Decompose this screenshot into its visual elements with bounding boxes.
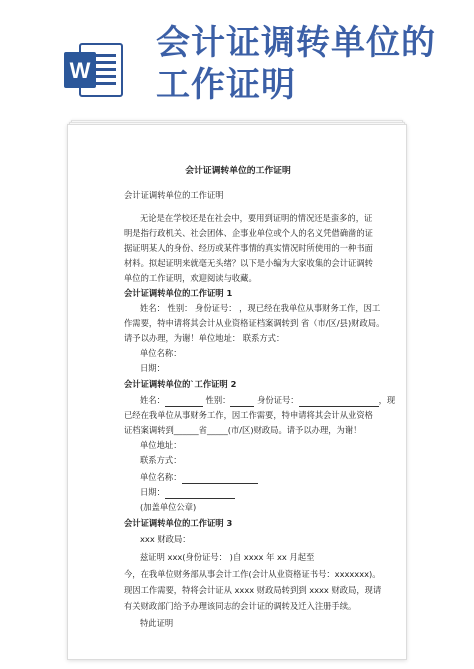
date-label: 日期：: [140, 487, 165, 497]
section-2-line: 单位地址：: [140, 440, 182, 450]
section-3-line: 今，在我单位财务部从事会计工作(会计从业资格证书号：xxxxxxx)。: [124, 569, 381, 579]
section-2-line: 证档案调转到______省_____(市/区)财政局。请予以办理，为谢！: [124, 425, 362, 435]
section-2-line: 联系方式：: [140, 455, 182, 465]
section-2-heading: 会计证调转单位的`工作证明 2: [124, 379, 237, 389]
section-1-line: 日期：: [140, 363, 165, 373]
section-1-line: 单位名称：: [140, 348, 182, 358]
section-1-line: 请予以办理，为谢！单位地址： 联系方式：: [124, 333, 285, 343]
intro-line: 无论是在学校还是在社会中，要用到证明的情况还是蛮多的，证: [140, 213, 373, 223]
section-2-line: [140, 393, 395, 407]
section-1-line: 作需要，特申请将其会计从业资格证档案调转到 省（市/区/县)财政局。: [124, 318, 385, 328]
org-name-line: [140, 470, 258, 484]
intro-line: 单位的工作证明，欢迎阅读与收藏。: [124, 273, 257, 283]
word-document-icon: [62, 42, 124, 98]
intro-line: 据证明某人的身份、经历或某件事情的真实情况时所使用的一种书面: [124, 243, 373, 253]
gender-blank: [230, 397, 254, 407]
page-title-line1: 会计证调转单位的: [156, 23, 436, 63]
section-3-line: xxx 财政局：: [140, 534, 191, 544]
name-blank: [165, 397, 203, 407]
seal-note: (加盖单位公章): [140, 502, 197, 512]
document-preview: [67, 124, 407, 660]
section-1-heading: 会计证调转单位的工作证明 1: [124, 288, 233, 298]
id-label: 身份证号：: [257, 395, 299, 405]
name-label: 姓名：: [140, 395, 165, 405]
page-title-line2: 工作证明: [156, 65, 296, 105]
section-1-line: 姓名： 性别： 身份证号： ，现已经在我单位从事财务工作，因工: [140, 303, 381, 313]
intro-line: 材料。拟起证明来就毫无头绪？以下是小编为大家收集的会计证调转: [124, 258, 373, 268]
date-line: [140, 485, 235, 499]
date-blank: [165, 489, 235, 499]
section-3-line: 现因工作需要，特将会计证从 xxxx 财政局转到到 xxxx 财政局，现请: [124, 585, 382, 595]
section-3-line: 特此证明: [140, 618, 174, 628]
page-header: [0, 0, 474, 118]
line-end: ，现: [378, 395, 396, 405]
org-name-label: 单位名称：: [140, 472, 182, 482]
document-subtitle: 会计证调转单位的工作证明: [124, 190, 224, 200]
document-title: 会计证调转单位的工作证明: [185, 166, 291, 176]
intro-line: 明是指行政机关、社会团体、企事业单位或个人的名义凭借确凿的证: [124, 228, 373, 238]
page-title: [156, 22, 456, 106]
section-3-line: 兹证明 xxx(身份证号： )自 xxxx 年 xx 月起至: [140, 552, 315, 562]
org-name-blank: [182, 474, 258, 484]
section-3-heading: 会计证调转单位的工作证明 3: [124, 518, 233, 528]
section-3-line: 有关财政部门给予办理该同志的会计证的调转及迁入注册手续。: [124, 601, 357, 611]
document-page: [67, 124, 407, 660]
gender-label: 性别：: [205, 395, 231, 405]
svg-text:W: W: [69, 58, 91, 83]
section-2-line: 已经在我单位从事财务工作，因工作需要，特申请将其会计从业资格: [124, 410, 373, 420]
id-blank: [299, 397, 379, 407]
